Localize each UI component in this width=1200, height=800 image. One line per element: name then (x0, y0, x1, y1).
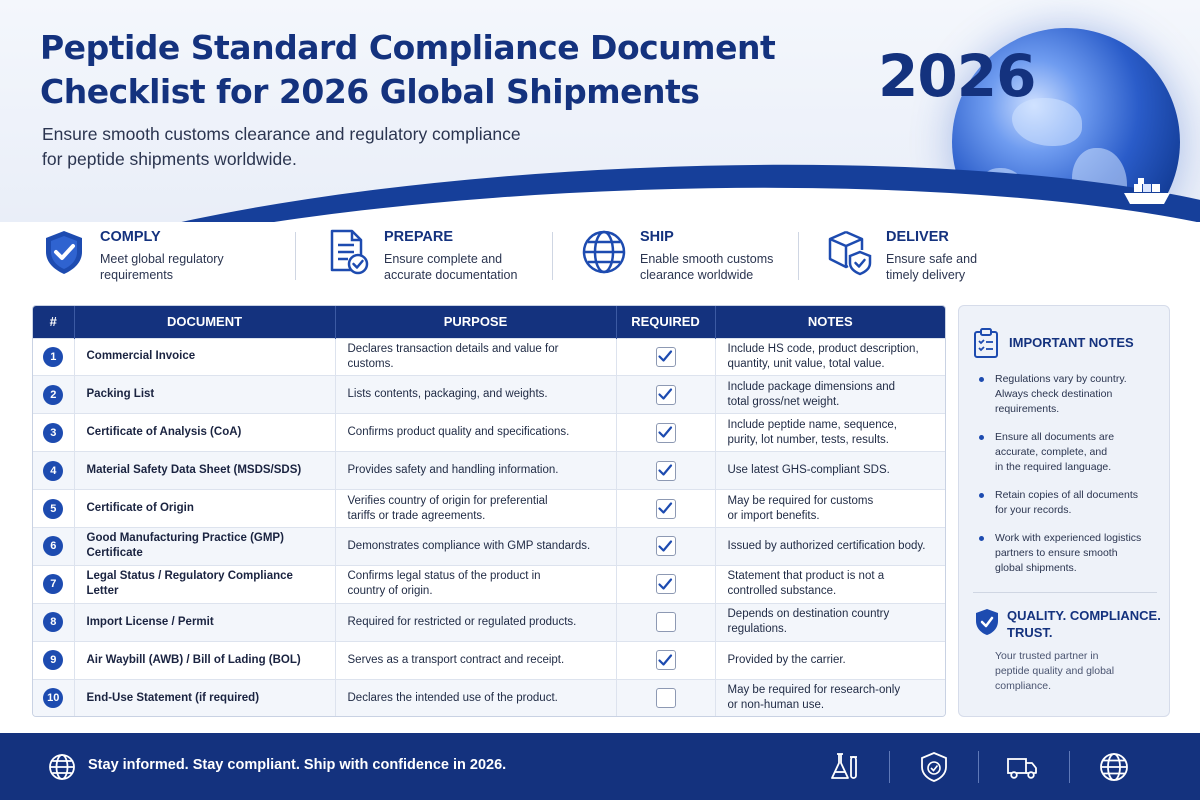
quality-tagline: QUALITY. COMPLIANCE. TRUST. (1007, 608, 1161, 640)
process-steps (40, 224, 978, 292)
footer-divider (1069, 751, 1070, 783)
purpose-cell: Verifies country of origin for preferential tariffs or trade agreements. (335, 490, 616, 528)
row-number-badge: 7 (43, 574, 63, 594)
row-number-cell (33, 376, 74, 414)
shield-check-icon (40, 228, 88, 276)
required-cell (616, 641, 715, 679)
compliance-table (32, 305, 946, 717)
step-description: Ensure safe and timely delivery (886, 252, 978, 282)
column-header-purpose: PURPOSE (335, 306, 616, 338)
row-number-badge: 10 (43, 688, 63, 708)
table-row (33, 338, 945, 376)
row-number-badge: 1 (43, 347, 63, 367)
note-item: Retain copies of all documents for your records. (977, 488, 1163, 518)
required-cell (616, 414, 715, 452)
note-item: Ensure all documents are accurate, complete, and in the required language. (977, 430, 1163, 475)
notes-title: IMPORTANT NOTES (1009, 335, 1134, 350)
row-number-cell (33, 338, 74, 376)
table-row (33, 452, 945, 490)
document-name: Legal Status / Regulatory Compliance Letter (74, 565, 335, 603)
checkmark-icon (655, 650, 675, 670)
purpose-cell: Provides safety and handling information. (335, 452, 616, 490)
step-title: COMPLY (100, 229, 161, 245)
year-badge: 2026 (878, 42, 1036, 110)
purpose-cell: Serves as a transport contract and receipt. (335, 641, 616, 679)
row-number-badge: 3 (43, 423, 63, 443)
row-number-badge: 5 (43, 499, 63, 519)
required-checkbox[interactable] (656, 461, 676, 481)
column-header-required: REQUIRED (616, 306, 715, 338)
column-header-notes: NOTES (715, 306, 945, 338)
required-cell (616, 565, 715, 603)
table-header-row (33, 306, 945, 338)
step-title: PREPARE (384, 229, 454, 245)
step-description: Enable smooth customs clearance worldwide (640, 252, 774, 282)
row-number-cell (33, 490, 74, 528)
step-prepare (324, 224, 554, 292)
purpose-cell: Demonstrates compliance with GMP standards. (335, 527, 616, 565)
row-number-cell (33, 603, 74, 641)
checkmark-icon (655, 574, 675, 594)
step-title: SHIP (640, 229, 674, 245)
page-title: Peptide Standard Compliance Document Checklist for 2026 Global Shipments (40, 28, 776, 111)
required-cell (616, 527, 715, 565)
row-number-badge: 9 (43, 650, 63, 670)
notes-cell: Provided by the carrier. (715, 641, 945, 679)
cargo-ship-icon (1122, 178, 1172, 208)
required-cell (616, 452, 715, 490)
checkmark-icon (655, 460, 675, 480)
footer-tagline: Stay informed. Stay compliant. Ship with confidence in 2026. (88, 757, 507, 773)
step-comply (40, 224, 290, 292)
shield-check-icon (918, 751, 950, 783)
checkmark-icon (655, 384, 675, 404)
notes-cell: Depends on destination country regulations. (715, 603, 945, 641)
row-number-cell (33, 641, 74, 679)
table-row (33, 490, 945, 528)
step-divider (295, 232, 296, 280)
required-cell (616, 603, 715, 641)
required-checkbox[interactable] (656, 385, 676, 405)
required-cell (616, 679, 715, 717)
row-number-cell (33, 452, 74, 490)
step-description: Meet global regulatory requirements (100, 252, 224, 282)
row-number-badge: 4 (43, 461, 63, 481)
footer-bar (0, 733, 1200, 800)
row-number-cell (33, 679, 74, 717)
checkmark-icon (655, 422, 675, 442)
row-number-badge: 6 (43, 536, 63, 556)
required-cell (616, 338, 715, 376)
column-header-document: DOCUMENT (74, 306, 335, 338)
notes-cell: Issued by authorized certification body. (715, 527, 945, 565)
row-number-badge: 8 (43, 612, 63, 632)
table-row (33, 603, 945, 641)
checkmark-icon (655, 346, 675, 366)
notes-cell: May be required for customs or import benefits. (715, 490, 945, 528)
row-number-cell (33, 565, 74, 603)
row-number-badge: 2 (43, 385, 63, 405)
shield-check-icon (975, 608, 999, 636)
quality-description: Your trusted partner in peptide quality and global compliance. (995, 650, 1115, 692)
notes-cell: Include HS code, product description, quantity, unit value, total value. (715, 338, 945, 376)
document-name: Air Waybill (AWB) / Bill of Lading (BOL) (74, 641, 335, 679)
document-name: Import License / Permit (74, 603, 335, 641)
notes-header (973, 328, 1163, 358)
checkmark-icon (655, 498, 675, 518)
document-check-icon (324, 228, 372, 276)
package-shield-icon (826, 228, 874, 276)
globe-icon (1098, 751, 1130, 783)
required-checkbox[interactable] (656, 423, 676, 443)
required-checkbox[interactable] (656, 347, 676, 367)
header-banner (0, 0, 1200, 222)
table-row (33, 679, 945, 717)
required-checkbox[interactable] (656, 499, 676, 519)
step-title: DELIVER (886, 229, 949, 245)
checkmark-icon (655, 536, 675, 556)
table-row (33, 641, 945, 679)
step-divider (552, 232, 553, 280)
notes-cell: May be required for research-only or non-human use. (715, 679, 945, 717)
notes-divider (973, 592, 1157, 593)
document-name: Packing List (74, 376, 335, 414)
required-checkbox[interactable] (656, 650, 676, 670)
table-row (33, 565, 945, 603)
clipboard-icon (973, 328, 999, 358)
lab-flask-icon (828, 751, 860, 783)
required-checkbox[interactable] (656, 612, 676, 632)
required-checkbox[interactable] (656, 536, 676, 556)
purpose-cell: Declares the intended use of the product. (335, 679, 616, 717)
required-checkbox[interactable] (656, 688, 676, 708)
row-number-cell (33, 527, 74, 565)
purpose-cell: Declares transaction details and value for customs. (335, 338, 616, 376)
footer-divider (978, 751, 979, 783)
table-row (33, 376, 945, 414)
note-item: Regulations vary by country. Always check destination requirements. (977, 372, 1163, 417)
document-name: Good Manufacturing Practice (GMP) Certificate (74, 527, 335, 565)
note-item: Work with experienced logistics partners to ensure smooth global shipments. (977, 531, 1163, 576)
important-notes-panel (958, 305, 1170, 717)
notes-cell: Statement that product is not a controlled substance. (715, 565, 945, 603)
notes-cell: Include peptide name, sequence, purity, lot number, tests, results. (715, 414, 945, 452)
page-subtitle: Ensure smooth customs clearance and regulatory compliance for peptide shipments worldwide. (42, 124, 521, 169)
row-number-cell (33, 414, 74, 452)
step-description: Ensure complete and accurate documentation (384, 252, 518, 282)
purpose-cell: Confirms product quality and specifications. (335, 414, 616, 452)
purpose-cell: Required for restricted or regulated products. (335, 603, 616, 641)
required-cell (616, 490, 715, 528)
notes-cell: Use latest GHS-compliant SDS. (715, 452, 945, 490)
purpose-cell: Lists contents, packaging, and weights. (335, 376, 616, 414)
step-divider (798, 232, 799, 280)
purpose-cell: Confirms legal status of the product in country of origin. (335, 565, 616, 603)
column-header-number: # (33, 306, 74, 338)
globe-icon (48, 753, 76, 781)
document-name: End-Use Statement (if required) (74, 679, 335, 717)
document-name: Material Safety Data Sheet (MSDS/SDS) (74, 452, 335, 490)
truck-icon (1006, 751, 1038, 783)
document-name: Certificate of Origin (74, 490, 335, 528)
document-name: Commercial Invoice (74, 338, 335, 376)
required-cell (616, 376, 715, 414)
required-checkbox[interactable] (656, 574, 676, 594)
step-deliver (826, 224, 996, 292)
table-row (33, 414, 945, 452)
notes-list (977, 372, 1163, 589)
globe-icon (580, 228, 628, 276)
document-name: Certificate of Analysis (CoA) (74, 414, 335, 452)
table-row (33, 527, 945, 565)
step-ship (580, 224, 800, 292)
footer-divider (889, 751, 890, 783)
notes-cell: Include package dimensions and total gross/net weight. (715, 376, 945, 414)
